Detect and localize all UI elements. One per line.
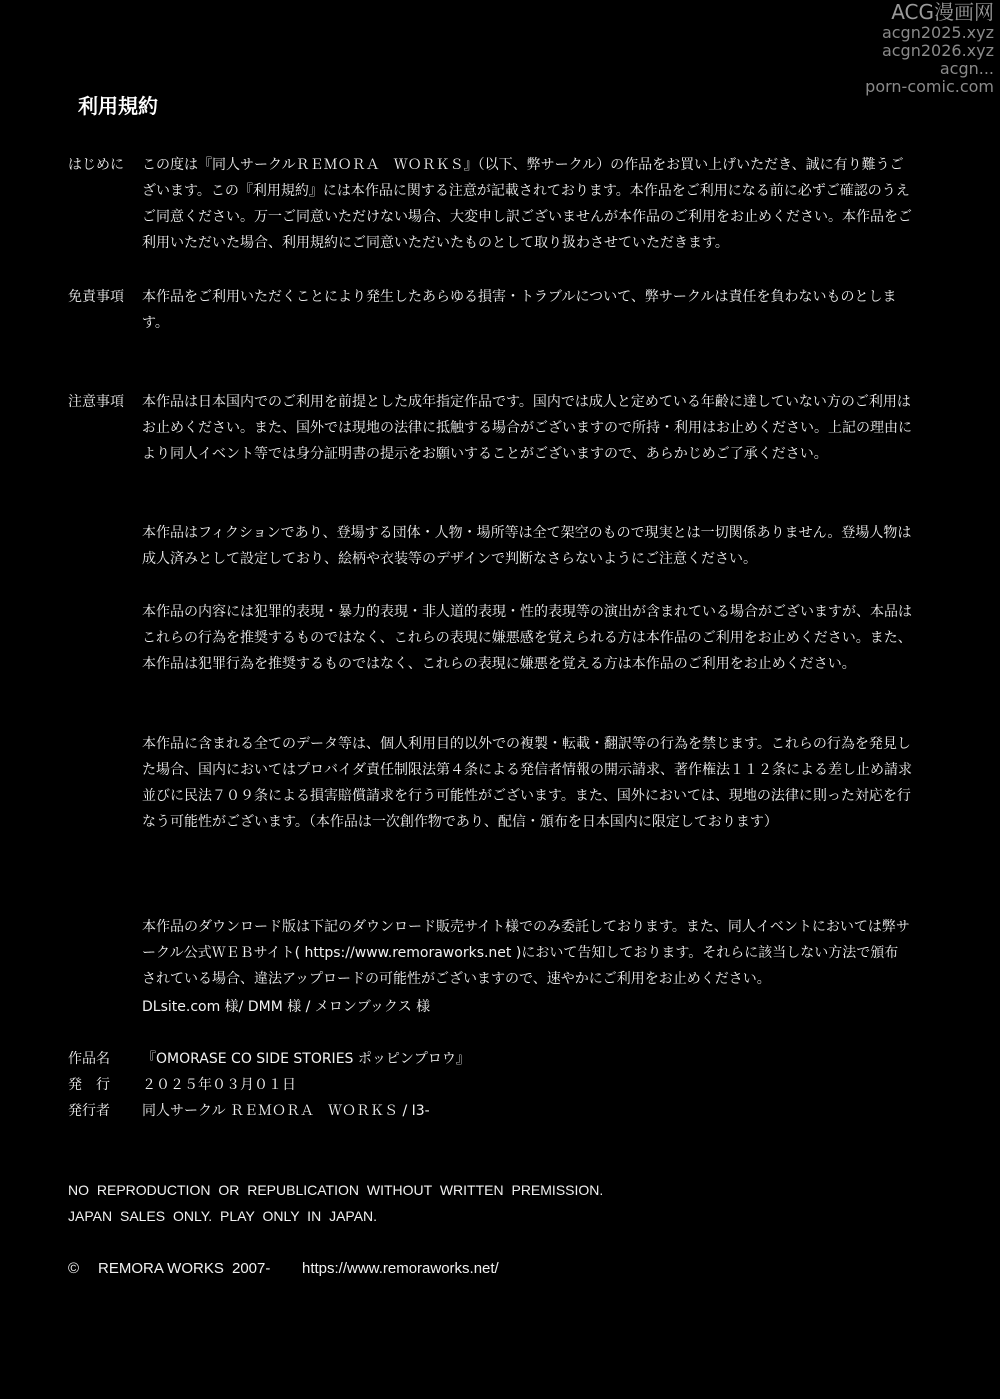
watermark-line: acgn2025.xyz [881, 23, 994, 42]
english-notice: JAPAN SALES ONLY. PLAY ONLY IN JAPAN. [68, 1208, 378, 1224]
colophon-label: 作品名 [68, 1051, 110, 1067]
watermark-line: acgn... [939, 59, 994, 78]
copyright-symbol: © [68, 1260, 80, 1277]
colophon-date [68, 1072, 296, 1098]
colophon-value: 同人サークル ＲＥＭＯＲＡ ＷＯＲＫＳ / I3- [142, 1103, 430, 1119]
section-notes [68, 389, 918, 467]
paragraph-fiction: 本作品はフィクションであり、登場する団体・人物・場所等は全て架空のもので現実とは一切関係ありません。登場人物は成人済みとして設定しており、絵柄や衣装等のデザインで判断なさらないようにご注意ください。 [142, 525, 912, 567]
colophon-value: 『OMORASE CO SIDE STORIES ポッピンプロウ』 [142, 1051, 470, 1067]
copyright-holder: REMORA WORKS [98, 1260, 224, 1277]
watermark-line: acgn2026.xyz [881, 41, 994, 60]
paragraph-distribution: 本作品のダウンロード版は下記のダウンロード販売サイト様でのみ委託しております。また、同人イベントにおいては弊サークル公式ＷＥＢサイト( https://www.remoraworks.net )において告知しております。それらに該当しない方法で頒布されている場合、違法アップロードの可能性がございますので、速やかにご利用をお止めください。 [142, 919, 910, 987]
colophon-value: ２０２５年０３月０１日 [142, 1077, 296, 1093]
section-label: 注意事項 [68, 394, 124, 410]
english-notice: NO REPRODUCTION OR REPUBLICATION WITHOUT WRITTEN PREMISSION. [68, 1182, 604, 1198]
copyright-year: 2007- [232, 1260, 271, 1277]
colophon-label: 発行者 [68, 1103, 110, 1119]
section-intro [68, 152, 918, 256]
section-label: 免責事項 [68, 289, 124, 305]
paragraph-content-warning: 本作品の内容には犯罪的表現・暴力的表現・非人道的表現・性的表現等の演出が含まれている場合がございますが、本品はこれらの行為を推奨するものではなく、これらの表現に嫌悪感を覚えられる方は本作品のご利用をお止めください。また、本作品は犯罪行為を推奨するものではなく、これらの表現に嫌悪を覚える方は本作品のご利用をお止めください。 [142, 604, 912, 672]
section-text: 本作品をご利用いただくことにより発生したあらゆる損害・トラブルについて、弊サークルは責任を負わないものとします。 [142, 289, 897, 331]
copyright-url[interactable]: https://www.remoraworks.net/ [302, 1260, 499, 1277]
colophon-label: 発 行 [68, 1077, 110, 1093]
watermark-brand: ACG漫画网 [891, 0, 994, 24]
colophon-publisher [68, 1098, 430, 1124]
section-label: はじめに [68, 157, 124, 173]
copyright-line [68, 1256, 499, 1282]
paragraph-stores: DLsite.com 様/ DMM 様 / メロンブックス 様 [142, 999, 431, 1015]
section-text: この度は『同人サークルＲＥＭＯＲＡ ＷＯＲＫＳ』（以下、弊サークル）の作品をお買い上げいただき、誠に有り難うございます。この『利用規約』には本作品に関する注意が記載されております。本作品をご利用になる前に必ずご確認のうえご同意ください。万一ご同意いただけない場合、大変申し訳ございませんが本作品のご利用をお止めください。本作品をご利用いただいた場合、利用規約にご同意いただいたものとして取り扱わさせていただきます。 [142, 157, 912, 251]
section-disclaimer [68, 284, 918, 336]
section-text: 本作品は日本国内でのご利用を前提とした成年指定作品です。国内では成人と定めている年齢に達していない方のご利用はお止めください。また、国外では現地の法律に抵触する場合がございますので所持・利用はお止めください。上記の理由により同人イベント等では身分証明書の提示をお願いすることがございますので、あらかじめご了承ください。 [142, 394, 912, 462]
paragraph-copyright: 本作品に含まれる全てのデータ等は、個人利用目的以外での複製・転載・翻訳等の行為を禁じます。これらの行為を発見した場合、国内においてはプロバイダ責任制限法第４条による発信者情報の開示請求、著作権法１１２条による差し止め請求並びに民法７０９条による損害賠償請求を行う可能性がございます。また、国外においては、現地の法律に則った対応を行なう可能性がございます。（本作品は一次創作物であり、配信・頒布を日本国内に限定しております） [142, 736, 912, 830]
colophon-work [68, 1046, 470, 1072]
watermark-line: porn-comic.com [865, 77, 994, 96]
watermark [865, 0, 994, 96]
page-title: 利用規約 [78, 94, 158, 118]
